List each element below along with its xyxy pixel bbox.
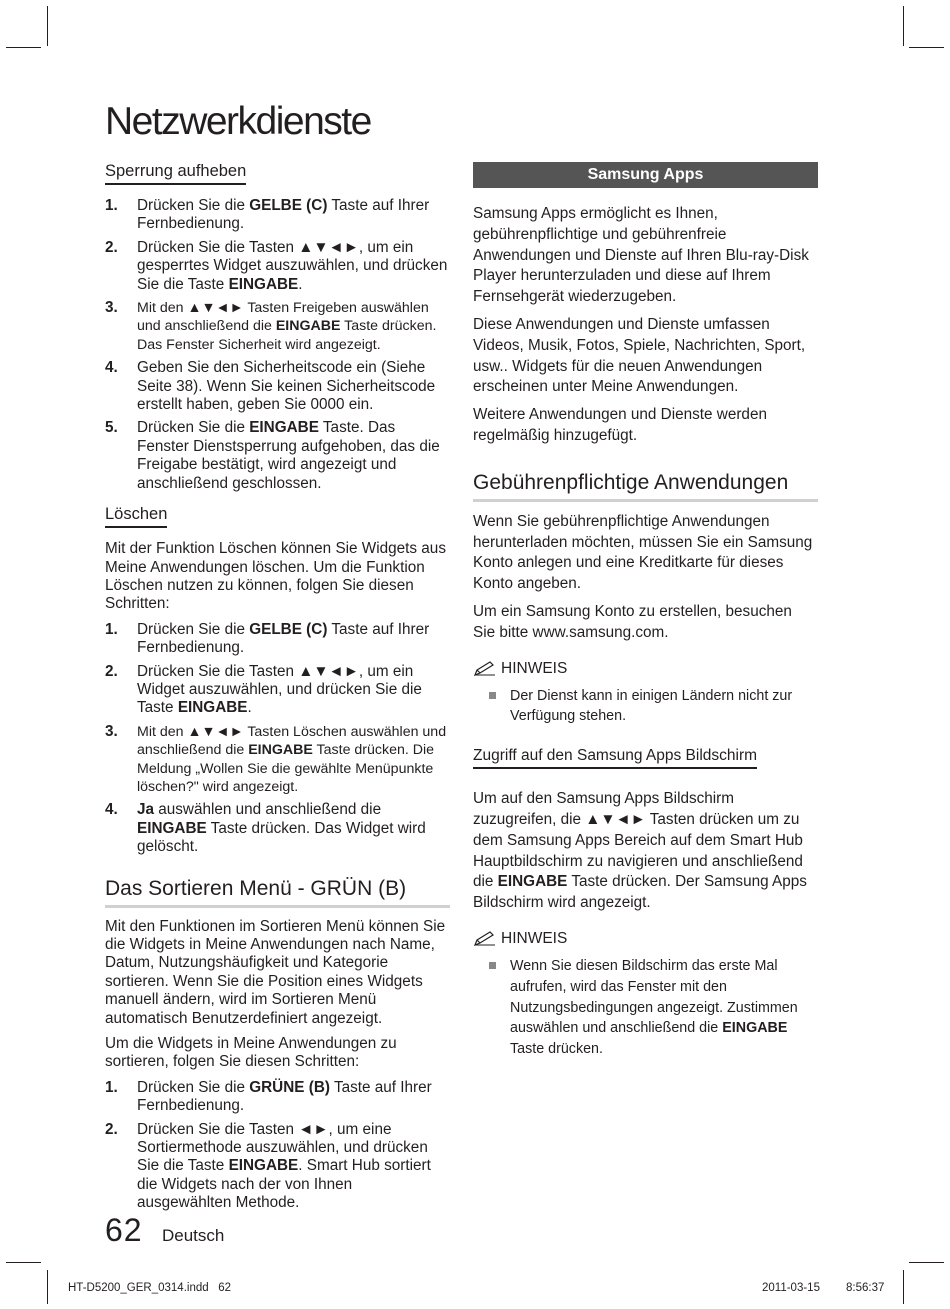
list-item: 4. Ja auswählen und anschließend die EINGABE Taste drücken. Das Widget wird gelöscht. xyxy=(105,801,426,856)
bullet-square-icon xyxy=(487,690,498,701)
crop-mark xyxy=(909,47,944,48)
list-item: 5. Drücken Sie die EINGABE Taste. Das Fenster Dienstsperrung aufgehoben, das die Freigabe bestätigt, wird angezeigt und anschließend geschlossen. xyxy=(105,419,440,492)
crop-mark xyxy=(909,1262,944,1263)
bullet-square-icon xyxy=(487,960,498,971)
page-title: Netzwerkdienste xyxy=(105,100,371,143)
note-heading xyxy=(473,930,818,948)
crop-mark xyxy=(47,1270,48,1304)
page-language: Deutsch xyxy=(162,1226,225,1245)
crop-mark xyxy=(6,47,41,48)
pencil-icon xyxy=(473,931,497,947)
list-item: 2. Drücken Sie die Tasten ▲▼◄►, um ein gesperrtes Widget auszuwählen, und drücken Sie die Taste EINGABE. xyxy=(105,238,448,293)
left-column xyxy=(105,162,450,1223)
paid-para-2: Um ein Samsung Konto zu erstellen, besuchen Sie bitte www.samsung.com. xyxy=(473,602,792,641)
note-label: HINWEIS xyxy=(501,929,568,947)
sort-para-1: Mit den Funktionen im Sortieren Menü können Sie die Widgets in Meine Anwendungen nach Name, Datum, Nutzungshäufigkeit und Kategorie sortieren. Wenn Sie die Position eines Widgets manuell ändern, wird im Sortieren Menü automatisch Benutzerdefiniert angezeigt. xyxy=(105,917,446,1027)
delete-steps xyxy=(105,621,450,857)
pencil-icon xyxy=(473,661,497,677)
unlock-steps xyxy=(105,197,450,493)
crop-mark xyxy=(6,1262,41,1263)
crop-mark xyxy=(47,6,48,46)
samsung-apps-banner: Samsung Apps xyxy=(473,162,818,188)
access-heading: Zugriff auf den Samsung Apps Bildschirm xyxy=(473,747,757,769)
paid-para-1: Wenn Sie gebührenpflichtige Anwendungen herunterladen möchten, müssen Sie ein Samsung Konto anlegen und eine Kreditkarte für dieses Konto angeben. xyxy=(473,512,813,593)
note-text: Der Dienst kann in einigen Ländern nicht zur Verfügung stehen. xyxy=(510,687,793,725)
note-label: HINWEIS xyxy=(501,659,568,677)
list-item: 1. Drücken Sie die GELBE (C) Taste auf Ihrer Fernbedienung. xyxy=(105,197,430,233)
crop-mark xyxy=(903,6,904,46)
slug-time: 8:56:37 xyxy=(846,1282,885,1294)
sort-heading: Das Sortieren Menü - GRÜN (B) xyxy=(105,877,450,908)
list-item: 1. Drücken Sie die GRÜNE (B) Taste auf Ihrer Fernbedienung. xyxy=(105,1078,432,1115)
delete-intro: Mit der Funktion Löschen können Sie Widgets aus Meine Anwendungen löschen. Um die Funktion Löschen nutzen zu können, folgen Sie diesen Schritten: xyxy=(105,540,446,613)
note-item xyxy=(473,956,818,1060)
slug-file: HT-D5200_GER_0314.indd 62 xyxy=(68,1282,232,1294)
list-item: 2. Drücken Sie die Tasten ▲▼◄►, um ein Widget auszuwählen, und drücken Sie die Taste EINGABE. xyxy=(105,662,422,717)
list-item: 2. Drücken Sie die Tasten ◄►, um eine Sortiermethode auszuwählen, und drücken Sie die Taste EINGABE. Smart Hub sortiert die Widgets nach der von Ihnen ausgewählten Methode. xyxy=(105,1120,431,1212)
intro-para: Weitere Anwendungen und Dienste werden regelmäßig hinzugefügt. xyxy=(473,406,767,444)
slug-date: 2011-03-15 xyxy=(762,1282,820,1294)
list-item: 1. Drücken Sie die GELBE (C) Taste auf Ihrer Fernbedienung. xyxy=(105,620,430,657)
intro-para: Samsung Apps ermöglicht es Ihnen, gebührenpflichtige und gebührenfreie Anwendungen und Dienste auf Ihren Blu-ray-Disk Player herunterzuladen und diese auf Ihrem Fernsehgerät wiederzugeben. xyxy=(473,205,809,306)
right-column xyxy=(473,162,818,1066)
sort-para-2: Um die Widgets in Meine Anwendungen zu sortieren, folgen Sie diesen Schritten: xyxy=(105,1035,397,1071)
unlock-heading: Sperrung aufheben xyxy=(105,162,246,185)
note-item xyxy=(473,686,818,728)
note-text: Wenn Sie diesen Bildschirm das erste Mal aufrufen, wird das Fenster mit den Nutzungsbedingungen angezeigt. Zustimmen auswählen und anschließend die EINGABE Taste drücken. xyxy=(510,957,798,1058)
list-item: 4. Geben Sie den Sicherheitscode ein (Siehe Seite 38). Wenn Sie keinen Sicherheitscode erstellt haben, geben Sie 0000 ein. xyxy=(105,359,436,414)
sort-steps xyxy=(105,1079,450,1213)
list-item: 3. Mit den ▲▼◄► Tasten Löschen auswählen und anschließend die EINGABE Taste drücken. Die Meldung „Wollen Sie die gewählte Menüpunkte löschen?" wird angezeigt. xyxy=(105,722,447,795)
crop-mark xyxy=(903,1270,904,1304)
intro-para: Diese Anwendungen und Dienste umfassen Videos, Musik, Fotos, Spiele, Nachrichten, Sport, usw.. Widgets für die neuen Anwendungen erscheinen unter Meine Anwendungen. xyxy=(473,315,806,396)
delete-heading: Löschen xyxy=(105,505,167,528)
access-para: Um auf den Samsung Apps Bildschirm zuzugreifen, die ▲▼◄► Tasten drücken um zu dem Samsung Apps Bereich auf dem Smart Hub Hauptbildschirm zu navigieren und anschließend die EINGABE Taste drücken. Der Samsung Apps Bildschirm wird angezeigt. xyxy=(473,790,807,912)
note-heading xyxy=(473,660,818,678)
paid-apps-heading: Gebührenpflichtige Anwendungen xyxy=(473,471,818,502)
page-number: 62 xyxy=(105,1212,143,1248)
list-item: 3. Mit den ▲▼◄► Tasten Freigeben auswählen und anschließend die EINGABE Taste drücken. Das Fenster Sicherheit wird angezeigt. xyxy=(105,299,437,353)
